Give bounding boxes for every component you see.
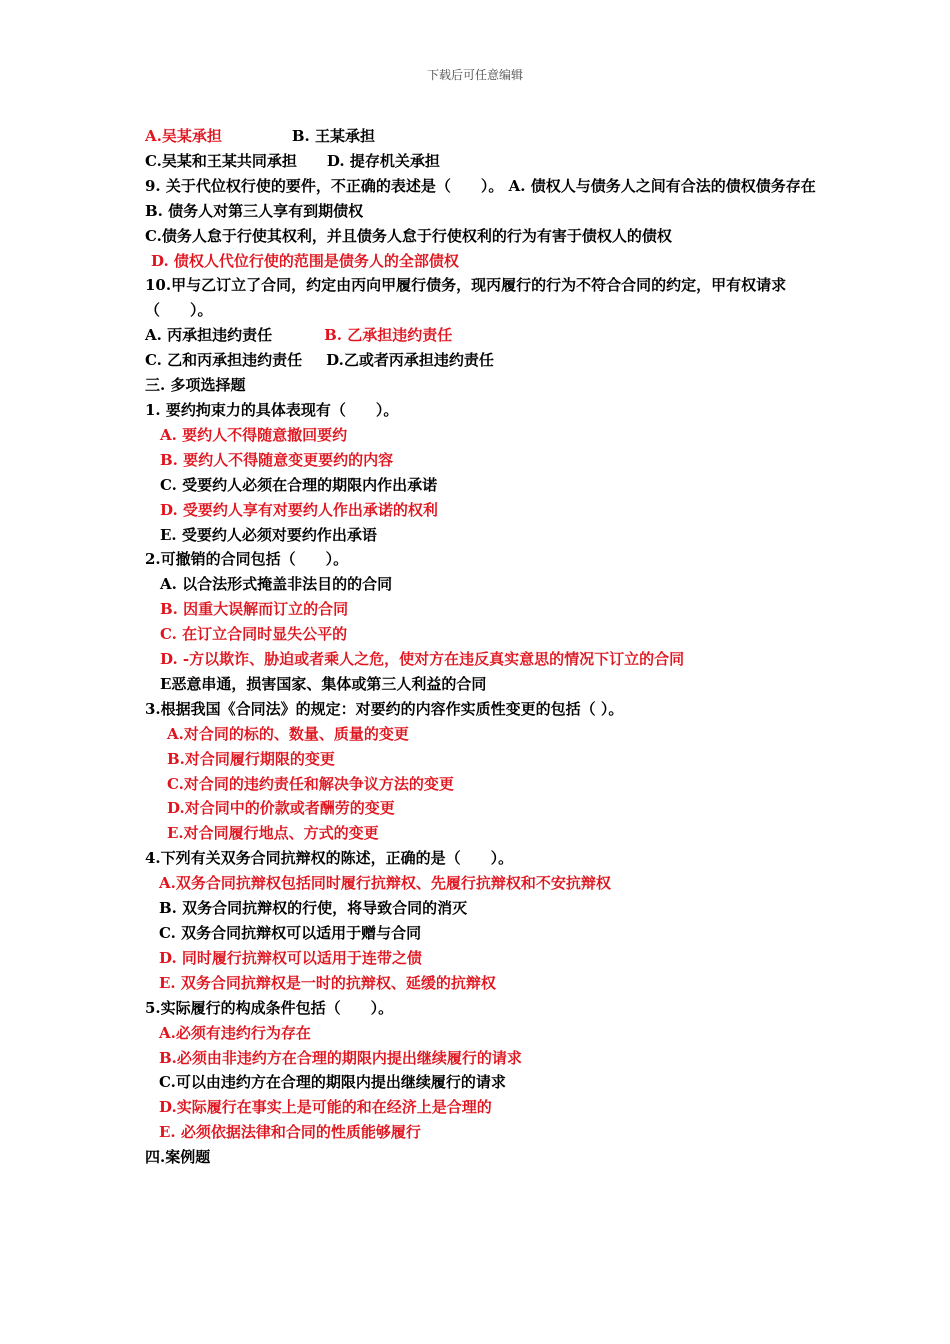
- q10-option-d: D.乙或者丙承担违约责任: [326, 351, 494, 370]
- m3-option-e: E.对合同履行地点、方式的变更: [167, 824, 379, 843]
- m1-option-d: D. 受要约人享有对要约人作出承诺的权利: [160, 500, 438, 519]
- q9-option-b: B. 债务人对第三人享有到期债权: [145, 201, 364, 220]
- q8-option-a: A.吴某承担: [145, 127, 222, 145]
- m1-stem: 1. 要约拘束力的具体表现有（ ）。: [145, 400, 399, 419]
- m5-stem: 5.实际履行的构成条件包括（ ）。: [145, 998, 394, 1017]
- section-3-title: 三. 多项选择题: [145, 376, 246, 395]
- q9-option-c: C.债务人怠于行使其权利，并且债务人怠于行使权利的行为有害于债权人的债权: [145, 226, 672, 245]
- m2-stem: 2.可撤销的合同包括（ ）。: [145, 550, 349, 569]
- page-header: 下载后可任意编辑: [426, 68, 523, 82]
- q10-options-row-1: [145, 323, 825, 348]
- m5-option-e: E. 必须依据法律和合同的性质能够履行: [159, 1123, 421, 1142]
- m5-option-d: D.实际履行在事实上是可能的和在经济上是合理的: [159, 1098, 492, 1117]
- q8-option-d: D. 提存机关承担: [326, 151, 440, 170]
- m4-option-c: C. 双务合同抗辩权可以适用于赠与合同: [159, 924, 422, 942]
- m2-option-e: E恶意串通，损害国家、集体或第三人利益的合同: [160, 674, 487, 693]
- m1-option-e: E. 受要约人必须对要约作出承语: [160, 525, 377, 544]
- q10-option-c: C. 乙和丙承担违约责任: [145, 351, 303, 370]
- m5-option-c: C.可以由违约方在合理的期限内提出继续履行的请求: [159, 1073, 506, 1092]
- m5-option-a: A.必须有违约行为存在: [159, 1023, 311, 1042]
- q8-option-b: B. 王某承担: [291, 127, 375, 145]
- m3-option-a: A.对合同的标的、数量、质量的变更: [167, 724, 409, 743]
- m4-option-a: A.双务合同抗辩权包括同时履行抗辩权、先履行抗辩权和不安抗辩权: [159, 874, 611, 893]
- m1-option-a: A. 要约人不得随意撤回要约: [160, 425, 348, 444]
- document-body: [145, 124, 825, 1170]
- m1-option-b: B. 要约人不得随意变更要约的内容: [160, 450, 394, 469]
- q9-stem: 9. 关于代位权行使的要件，不正确的表述是（ ）。 A. 债权人与债务人之间有合法的债权债务存在: [145, 176, 816, 195]
- m1-option-c: C. 受要约人必须在合理的期限内作出承诺: [160, 475, 438, 494]
- m2-option-d: D. -方以欺诈、胁迫或者乘人之危，使对方在违反真实意思的情况下订立的合同: [160, 650, 685, 669]
- m3-option-b: B.对合同履行期限的变更: [167, 749, 335, 768]
- m2-option-c: C. 在订立合同时显失公平的: [160, 625, 348, 644]
- section-4-title: 四.案例题: [145, 1148, 211, 1167]
- m2-option-a: A. 以合法形式掩盖非法目的的合同: [160, 575, 393, 594]
- m4-option-e: E. 双务合同抗辩权是一时的抗辩权、延缓的抗辩权: [159, 973, 496, 992]
- m3-option-d: D.对合同中的价款或者酬劳的变更: [167, 799, 395, 818]
- m2-option-b: B. 因重大误解而订立的合同: [160, 600, 349, 619]
- q8-options-row-2: [145, 149, 825, 174]
- m3-stem: 3.根据我国《合同法》的规定：对要约的内容作实质性变更的包括（ ）。: [145, 699, 624, 718]
- q8-options-row-1: [145, 124, 825, 149]
- q10-stem: 10.甲与乙订立了合同，约定由丙向甲履行债务，现丙履行的行为不符合合同的约定，甲有权请求（ ）。: [145, 276, 787, 320]
- m4-option-d: D. 同时履行抗辩权可以适用于连带之债: [159, 948, 422, 967]
- q9-option-d: D. 债权人代位行使的范围是债务人的全部债权: [151, 251, 459, 270]
- m4-stem: 4.下列有关双务合同抗辩权的陈述，正确的是（ ）。: [145, 849, 514, 868]
- q10-options-row-2: [145, 348, 825, 373]
- q10-option-b: B. 乙承担违约责任: [324, 326, 453, 345]
- m5-option-b: B.必须由非违约方在合理的期限内提出继续履行的请求: [159, 1048, 522, 1067]
- m4-option-b: B. 双务合同抗辩权的行使，将导致合同的消灭: [159, 899, 468, 918]
- q10-option-a: A. 丙承担违约责任: [145, 326, 273, 345]
- m3-option-c: C.对合同的违约责任和解决争议方法的变更: [167, 774, 454, 793]
- q8-option-c: C.吴某和王某共同承担: [145, 151, 297, 170]
